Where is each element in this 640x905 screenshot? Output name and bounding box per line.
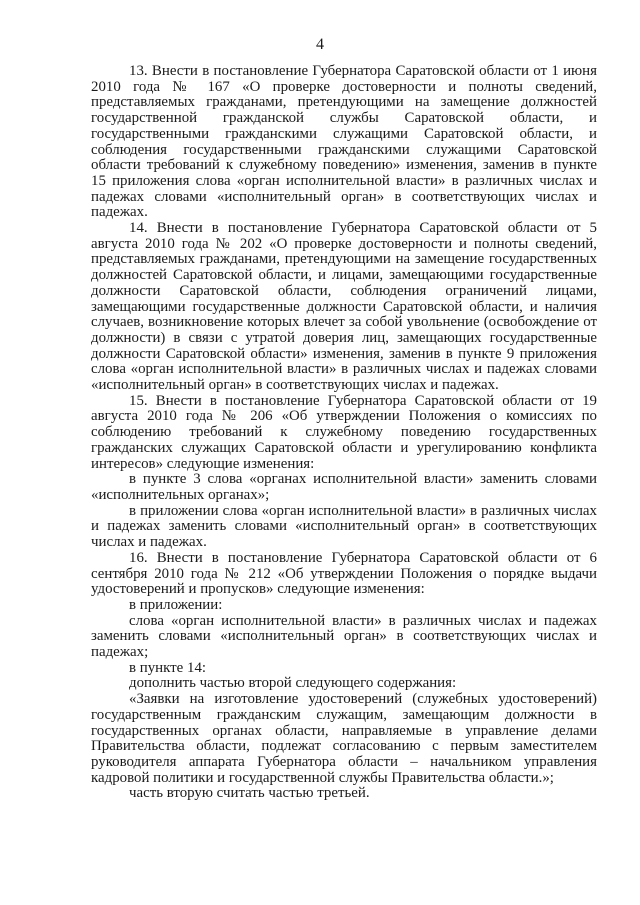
paragraph-16-words: слова «орган исполнительной власти» в различных числах и падежах заменить словами «исполнительный орган» в соответствующих числах и падежах; [91,612,597,661]
paragraph-14: 14. Внести в постановление Губернатора Саратовской области от 5 августа 2010 года № 202 «О проверке достоверности и полноты сведений, представляемых гражданами, претендующими на замещение государственных должностей Саратовской области, и лицами, замещающими государственные должности Саратовской области, соблюдения ограничений лицами, замещающими государственные должности Саратовской области, и наличия случаев, возникновение которых влечет за собой увольнение (освобождение от должности) в связи с утратой доверия лиц, замещающих государственные должности Саратовской области» изменения, заменив в пункте 9 приложения слова «орган исполнительной власти» в различных числах и падежах словами «исполнительный орган» в соответствующих числах и падежах. [91,220,597,394]
document-body [91,64,597,802]
paragraph-15-item-1: в пункте 3 слова «органах исполнительной власти» заменить словами «исполнительных органах»; [91,471,597,503]
page-number: 4 [316,36,324,53]
paragraph-13: 13. Внести в постановление Губернатора Саратовской области от 1 июня 2010 года № 167 «О проверке достоверности и полноты сведений, представляемых гражданами, претендующими на замещение должностей государственной гражданской службы Саратовской области, и государственными гражданскими служащими Саратовской области, и соблюдения государственными гражданскими служащими Саратовской области требований к служебному поведению» изменения, заменив в пункте 15 приложения слова «орган исполнительной власти» в различных числах и падежах словами «исполнительный орган» в соответствующих числах и падежах. [91,63,597,221]
paragraph-16-point-14: в пункте 14: [129,659,207,676]
paragraph-16-add-part: дополнить частью второй следующего содержания: [129,675,457,692]
paragraph-16-appendix: в приложении: [129,596,223,613]
paragraph-15: 15. Внести в постановление Губернатора Саратовской области от 19 августа 2010 года № 206 «Об утверждении Положения о комиссиях по соблюдению требований к служебному поведению государственных гражданских служащих Саратовской области и урегулированию конфликта интересов» следующие изменения: [91,392,597,472]
paragraph-16-quote: «Заявки на изготовление удостоверений (служебных удостоверений) государственным гражданским служащим, замещающим должности в государственных органах области, направляемые в управление делами Правительства области, подлежат согласованию с первым заместителем руководителя аппарата Губернатора области – начальником управления кадровой политики и государственной службы Правительства области.»; [91,691,597,786]
paragraph-15-item-2: в приложении слова «орган исполнительной власти» в различных числах и падежах заменить словами «исполнительный орган» в соответствующих числах и падежах. [91,502,597,551]
paragraph-16-last: часть вторую считать частью третьей. [129,785,370,802]
paragraph-16: 16. Внести в постановление Губернатора Саратовской области от 6 сентября 2010 года № 212 «Об утверждении Положения о порядке выдачи удостоверений и пропусков» следующие изменения: [91,549,597,598]
